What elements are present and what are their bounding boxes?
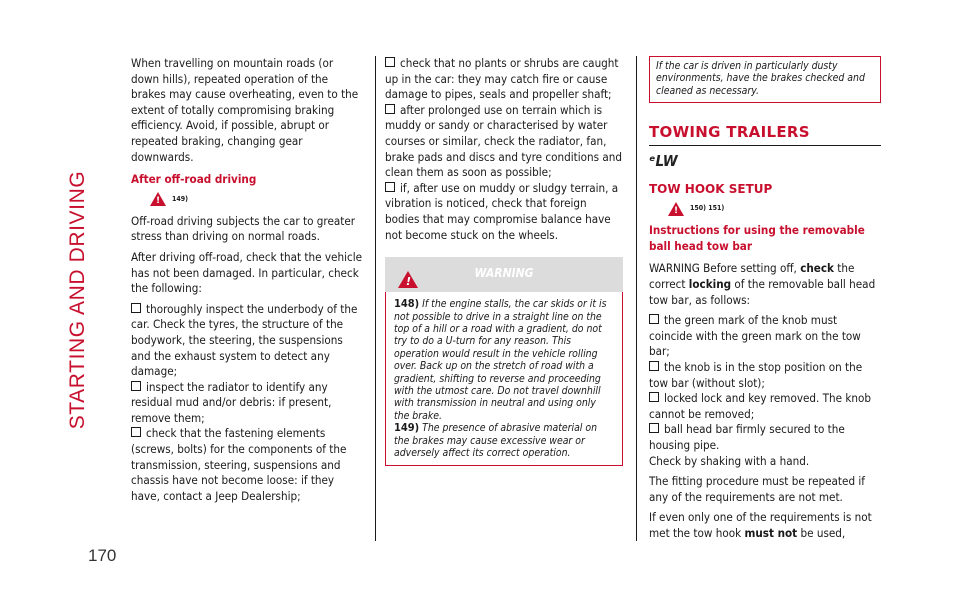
section-title: TOWING TRAILERS — [649, 123, 810, 141]
paragraph: The fitting procedure must be repeated if any of the requirements are not met. — [649, 474, 865, 504]
bold-text: check — [800, 261, 834, 276]
text: of the removable ball head tow bar, as follows: — [649, 276, 876, 307]
checkbox-bullet-icon — [131, 381, 141, 391]
list-item-text: the green mark of the knob must coincide with the green mark on the tow bar; — [649, 313, 861, 359]
column-3 — [649, 56, 881, 546]
warning-ref-row — [668, 201, 881, 217]
column-divider — [375, 56, 376, 541]
list-item — [649, 360, 881, 391]
paragraph: Check by shaking with a hand. — [649, 453, 810, 468]
warning-triangle-icon — [668, 202, 684, 216]
list-item-text: if, after use on muddy or sludgy terrain, a vibration is noticed, check that foreign bodies that may compromise balance have not become stuck on the wheels. — [385, 180, 619, 242]
checkbox-bullet-icon — [649, 392, 659, 402]
list-item — [385, 181, 623, 243]
subheading-after-off-road: After off-road driving — [131, 172, 257, 187]
column-2 — [385, 56, 623, 466]
list-item — [131, 380, 364, 427]
checkbox-bullet-icon — [649, 423, 659, 433]
warning-text: If the engine stalls, the car skids or it is not possible to drive in a straight line on the top of a hill or a road with a gradient, do not try to do a U-turn for any reason. This operation would result in the vehicle rolling over. Back up on the stretch of road with a gradient, shifting to reverse and proceeding with the utmost care. Do not travel downhill with transmission in neutral and using only the brake. — [394, 298, 607, 422]
checkbox-bullet-icon — [385, 57, 395, 67]
text: be used, — [797, 525, 846, 540]
section-rule — [649, 145, 881, 146]
list-item — [131, 302, 364, 380]
warning-number: 148) — [394, 297, 420, 311]
sidebar-title-text: STARTING AND DRIVING — [66, 170, 89, 430]
bold-text: locking — [688, 276, 732, 291]
list-item-text: the knob is in the stop position on the tow bar (without slot); — [649, 359, 863, 390]
warning-title: WARNING — [474, 266, 534, 281]
checkbox-bullet-icon — [649, 361, 659, 371]
checkbox-bullet-icon — [385, 104, 395, 114]
list-item — [131, 426, 364, 504]
list-item — [649, 422, 881, 453]
warning-ref-row — [150, 192, 364, 208]
warning-item — [394, 298, 614, 422]
list-item — [385, 56, 623, 103]
paragraph: After driving off-road, check that the vehicle has not been damaged. In particular, check the following: — [131, 249, 363, 296]
list-item-text: locked lock and key removed. The knob cannot be removed; — [649, 391, 872, 421]
list-item — [385, 103, 623, 181]
list-item-text: after prolonged use on terrain which is muddy or sandy or characterised by water courses or similar, check the radiator, fan, brake pads and discs and tyre conditions and clean them as soon as possible; — [385, 102, 622, 180]
warning-body — [385, 292, 623, 466]
bold-text: must not — [744, 525, 798, 540]
list-item — [649, 391, 881, 422]
page-number: 170 — [88, 546, 117, 565]
checkbox-bullet-icon — [131, 303, 141, 313]
warning-ref: 150) 151) — [690, 204, 725, 213]
warning-number: 149) — [394, 421, 420, 435]
warning-header — [385, 257, 623, 292]
environment-symbol-icon: ᵉLW — [649, 151, 678, 170]
checkbox-bullet-icon — [131, 427, 141, 437]
list-item-text: check that the fastening elements (screws, bolts) for the components of the transmission, steering, suspensions and chassis have not become loose: if they have, contact a Jeep Dealership; — [131, 426, 347, 503]
column-divider — [636, 56, 637, 541]
list-item-text: thoroughly inspect the underbody of the car. Check the tyres, the structure of the bodywork, the steering, the suspensions and the exhaust system to detect any damage; — [131, 301, 358, 379]
text: WARNING Before setting off, — [649, 261, 801, 276]
list-item — [649, 313, 881, 360]
column-1 — [131, 56, 364, 504]
text: If even only one of the requirements is not met the tow hook — [649, 510, 872, 540]
warning-ref: 149) — [172, 194, 189, 203]
list-item-text: inspect the radiator to identify any residual mud and/or debris: if present, remove them; — [131, 379, 332, 425]
text: the correct — [649, 261, 855, 291]
intro-paragraph: When travelling on mountain roads (or down hills), repeated operation of the brakes may cause overheating, even to the extent of totally compromising braking efficiency. Avoid, if possible, abrupt or repeated braking, changing gear downwards. — [131, 56, 359, 164]
note-box: If the car is driven in particularly dusty environments, have the brakes checked and cleaned as necessary. — [649, 56, 881, 103]
paragraph: Off-road driving subjects the car to greater stress than driving on normal roads. — [131, 213, 356, 244]
paragraph — [649, 510, 881, 541]
checkbox-bullet-icon — [385, 182, 395, 192]
subsection-title: TOW HOOK SETUP — [649, 181, 773, 196]
warning-text: The presence of abrasive material on the brakes may cause excessive wear or adversely affect its correct operation. — [394, 422, 598, 459]
instructions-subheading: Instructions for using the removable ball head tow bar — [649, 223, 865, 253]
checkbox-bullet-icon — [649, 314, 659, 324]
list-item-text: check that no plants or shrubs are caught up in the car: they may catch fire or cause damage to pipes, seals and propeller shaft; — [385, 56, 619, 102]
warning-paragraph — [649, 261, 881, 308]
list-item-text: ball head bar firmly secured to the housing pipe. — [649, 422, 845, 452]
warning-item — [394, 422, 614, 459]
warning-triangle-icon — [150, 192, 166, 206]
